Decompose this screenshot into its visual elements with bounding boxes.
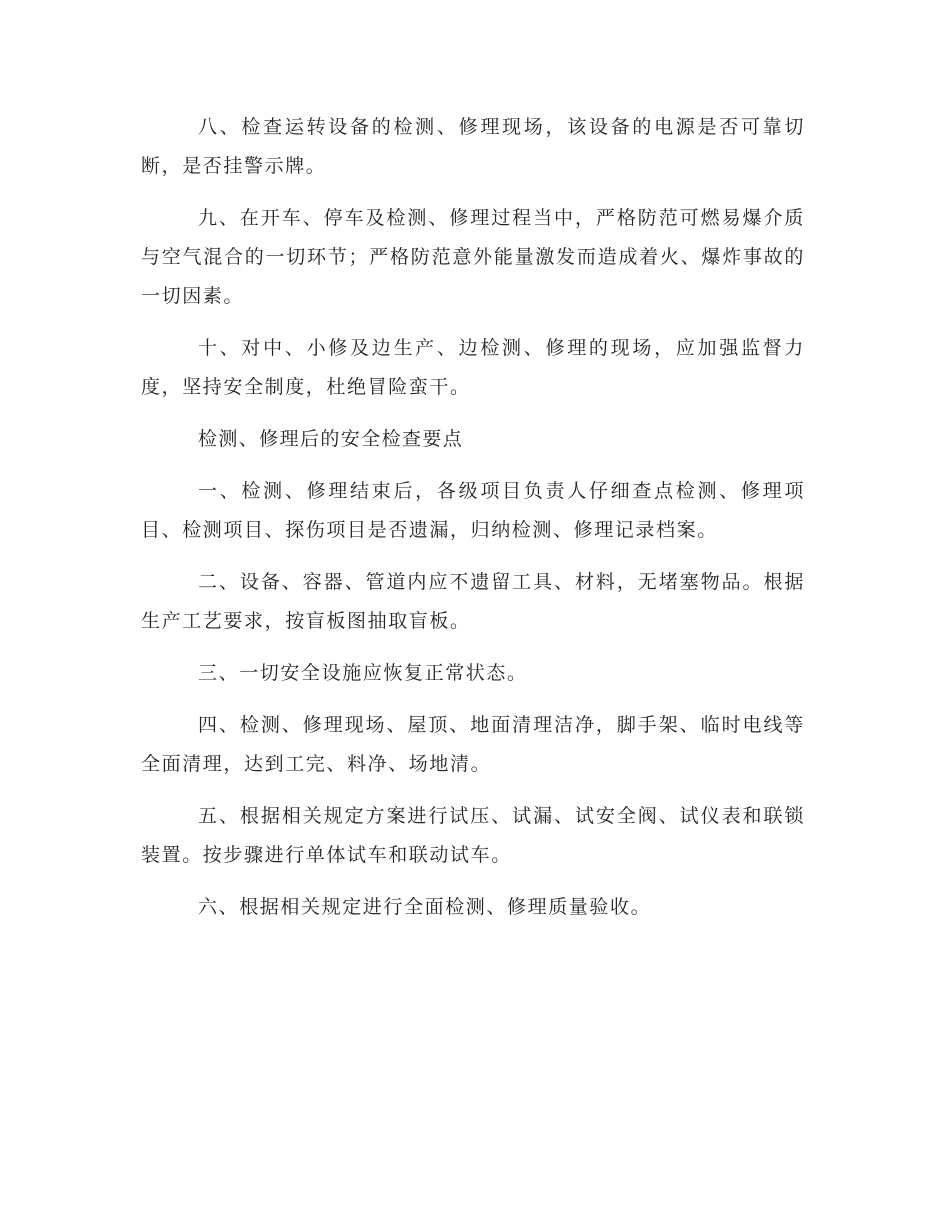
paragraph-item-6-quality-acceptance: 六、根据相关规定进行全面检测、修理质量验收。 [198,896,652,918]
paragraph-item-5-pressure-tests: 五、根据相关规定方案进行试压、试漏、试安全阀、试仪表和联锁装置。按步骤进行单体试车和联动试车。 [141,805,805,866]
paragraph-item-8-equipment-power-check: 八、检查运转设备的检测、修理现场，该设备的电源是否可靠切断，是否挂警示牌。 [141,116,805,177]
section-heading-post-repair-safety-check: 检测、修理后的安全检查要点 [198,428,464,450]
paragraph-item-9-fire-explosion-prevention: 九、在开车、停车及检测、修理过程当中，严格防范可燃易爆介质与空气混合的一切环节；严格防范意外能量激发而造成着火、爆炸事故的一切因素。 [141,207,805,307]
document-body [141,108,805,940]
paragraph-item-2-remove-tools-blinds: 二、设备、容器、管道内应不遗留工具、材料，无堵塞物品。根据生产工艺要求，按盲板图抽取盲板。 [141,571,805,632]
paragraph-item-3-restore-safety-facilities: 三、一切安全设施应恢复正常状态。 [198,662,528,684]
paragraph-item-10-supervision: 十、对中、小修及边生产、边检测、修理的现场，应加强监督力度，坚持安全制度，杜绝冒险蛮干。 [141,337,805,398]
paragraph-item-1-project-check: 一、检测、修理结束后，各级项目负责人仔细查点检测、修理项目、检测项目、探伤项目是否遗漏，归纳检测、修理记录档案。 [141,480,805,541]
paragraph-item-4-site-cleanup: 四、检测、修理现场、屋顶、地面清理洁净，脚手架、临时电线等全面清理，达到工完、料净、场地清。 [141,714,805,775]
